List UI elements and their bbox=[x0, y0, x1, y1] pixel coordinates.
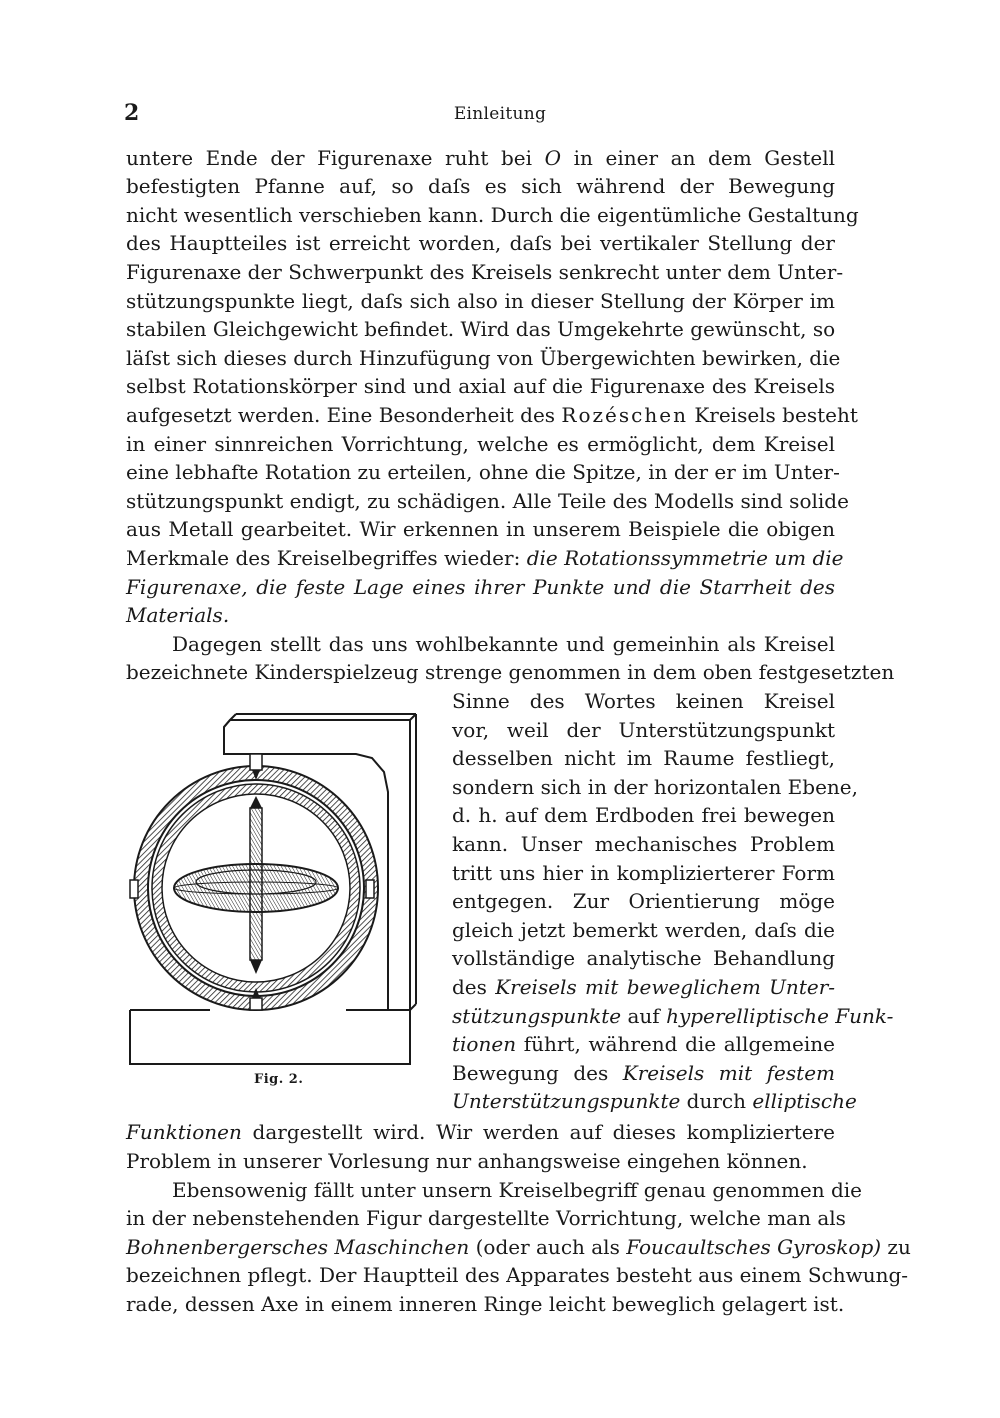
text-line: tritt uns hier in komplizierterer Form bbox=[452, 861, 835, 885]
text-line: sondern sich in der horizontalen Ebene, bbox=[452, 775, 858, 799]
text-line: befestigten Pfanne auf, so daſs es sich während der Bewegung bbox=[126, 174, 835, 198]
text-line: stützungspunkt endigt, zu schädigen. Alle Teile des Modells sind solide bbox=[126, 489, 849, 513]
text-line: stabilen Gleichgewicht befindet. Wird das Umgekehrte gewünscht, so bbox=[126, 317, 836, 341]
text-line: bezeichnete Kinderspielzeug strenge genommen in dem oben festgesetzten bbox=[126, 660, 895, 684]
text-line: Materials. bbox=[126, 603, 230, 627]
text-line: Bewegung des Kreisels mit festem bbox=[452, 1061, 835, 1085]
text-line: gleich jetzt bemerkt werden, daſs die bbox=[452, 918, 835, 942]
text-line: Funktionen dargestellt wird. Wir werden auf dieses kompliziertere bbox=[126, 1120, 835, 1144]
running-head: Einleitung bbox=[453, 104, 547, 124]
text-line: des Kreisels mit beweglichem Unter- bbox=[452, 975, 836, 999]
text-line: in der nebenstehenden Figur dargestellte Vorrichtung, welche man als bbox=[126, 1206, 846, 1230]
text-line: Merkmale des Kreiselbegriffes wieder: die Rotationssymmetrie um die bbox=[126, 546, 844, 570]
text-line: tionen führt, während die allgemeine bbox=[452, 1032, 835, 1056]
text-line: Figurenaxe, die feste Lage eines ihrer Punkte und die Starrheit des bbox=[126, 575, 835, 599]
text-line: vor, weil der Unterstützungspunkt bbox=[452, 718, 835, 742]
text-line: bezeichnen pflegt. Der Hauptteil des Apparates besteht aus einem Schwung- bbox=[126, 1263, 909, 1287]
gyroscope-figure bbox=[126, 712, 432, 1072]
text-line: rade, dessen Axe in einem inneren Ringe leicht beweglich gelagert ist. bbox=[126, 1292, 845, 1316]
text-line: des Hauptteiles ist erreicht worden, daſs bei vertikaler Stellung der bbox=[126, 231, 835, 255]
text-line: Dagegen stellt das uns wohlbekannte und gemeinhin als Kreisel bbox=[172, 632, 835, 656]
text-line: läſst sich dieses durch Hinzufügung von Übergewichten bewirken, die bbox=[126, 346, 841, 370]
text-line: vollständige analytische Behandlung bbox=[452, 946, 835, 970]
text-line: entgegen. Zur Orientierung möge bbox=[452, 889, 835, 913]
text-line: selbst Rotationskörper sind und axial auf die Figurenaxe des Kreisels bbox=[126, 374, 835, 398]
text-line: Unterstützungspunkte durch elliptische bbox=[452, 1089, 857, 1113]
text-line: Ebensowenig fällt unter unsern Kreiselbegriff genau genommen die bbox=[172, 1178, 863, 1202]
text-line: aufgesetzt werden. Eine Besonderheit des Rozéschen Kreisels besteht bbox=[126, 403, 858, 427]
text-line: untere Ende der Figurenaxe ruht bei O in einer an dem Gestell bbox=[126, 146, 836, 170]
text-line: Problem in unserer Vorlesung nur anhangsweise eingehen können. bbox=[126, 1149, 808, 1173]
text-line: nicht wesentlich verschieben kann. Durch die eigentümliche Gestaltung bbox=[126, 203, 859, 227]
text-line: Bohnenbergersches Maschinchen (oder auch als Foucaultsches Gyroskop) zu bbox=[126, 1235, 911, 1259]
text-line: Sinne des Wortes keinen Kreisel bbox=[452, 689, 835, 713]
text-line: in einer sinnreichen Vorrichtung, welche es ermöglicht, dem Kreisel bbox=[126, 432, 835, 456]
text-line: stützungspunkte auf hyperelliptische Funk- bbox=[452, 1004, 894, 1028]
text-line: desselben nicht im Raume festliegt, bbox=[452, 746, 835, 770]
figure-caption: Fig. 2. bbox=[254, 1072, 304, 1087]
page-number: 2 bbox=[124, 100, 140, 126]
text-line: aus Metall gearbeitet. Wir erkennen in unserem Beispiele die obigen bbox=[126, 517, 835, 541]
text-line: kann. Unser mechanisches Problem bbox=[452, 832, 835, 856]
text-line: eine lebhafte Rotation zu erteilen, ohne die Spitze, in der er im Unter- bbox=[126, 460, 840, 484]
text-line: stützungspunkte liegt, daſs sich also in dieser Stellung der Körper im bbox=[126, 289, 835, 313]
text-line: d. h. auf dem Erdboden frei bewegen bbox=[452, 803, 835, 827]
text-line: Figurenaxe der Schwerpunkt des Kreisels senkrecht unter dem Unter- bbox=[126, 260, 844, 284]
